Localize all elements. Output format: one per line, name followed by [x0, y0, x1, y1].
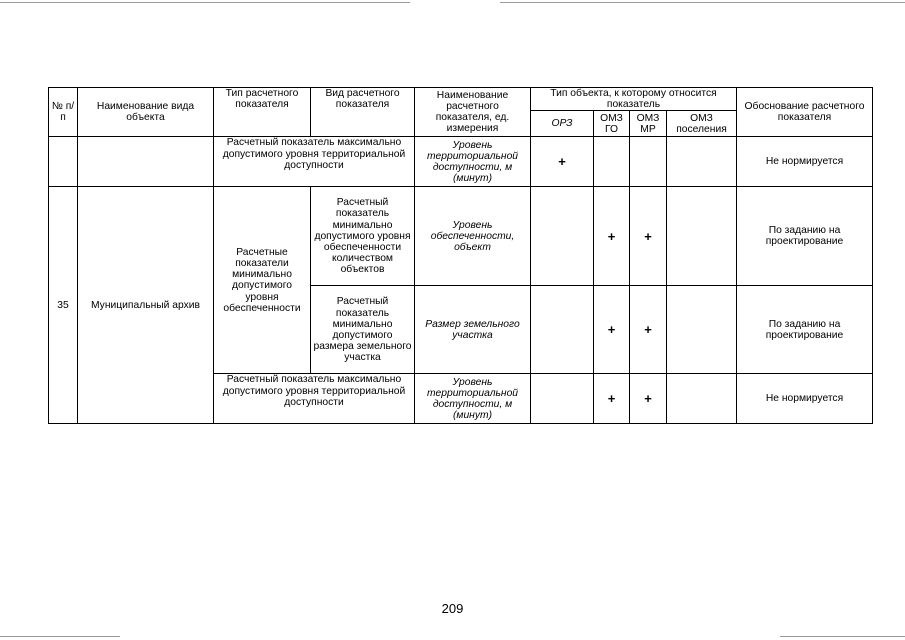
- cell-omz-go: +: [594, 374, 630, 424]
- cell-justification: По заданию на проектирование: [737, 187, 873, 286]
- cell-justification: Не нормируется: [737, 137, 873, 187]
- cell-orz: [531, 286, 594, 374]
- cell-omz-settlement: [667, 187, 737, 286]
- col-omz-mr-header: ОМЗ МР: [630, 111, 667, 137]
- table-row: [49, 187, 873, 286]
- cell-empty: [49, 137, 78, 187]
- scan-edge-bottom-left: [0, 636, 120, 637]
- table-row: [49, 137, 873, 187]
- cell-indicator-kind: Расчетный показатель минимально допустимого размера земельного участка: [311, 286, 415, 374]
- cell-indicator-name: Уровень обеспеченности, объект: [415, 187, 531, 286]
- cell-empty: [78, 137, 214, 187]
- cell-omz-go: +: [594, 286, 630, 374]
- col-justification-header: Обоснование расчетного показателя: [737, 88, 873, 137]
- scan-edge-top-right: [500, 2, 905, 3]
- cell-omz-mr: +: [630, 374, 667, 424]
- cell-item-number: 35: [49, 187, 78, 424]
- scan-edge-bottom-right: [780, 636, 905, 637]
- col-object-kind-header: Наименование вида объекта: [78, 88, 214, 137]
- scan-edge-top-left: [0, 2, 410, 3]
- col-num-header: № п/п: [49, 88, 78, 137]
- cell-omz-settlement: [667, 137, 737, 187]
- cell-omz-mr: +: [630, 187, 667, 286]
- cell-indicator-name: Размер земельного участка: [415, 286, 531, 374]
- col-omz-settlement-header: ОМЗ поселения: [667, 111, 737, 137]
- cell-indicator-type: Расчетные показатели минимально допустимого уровня обеспеченности: [214, 187, 311, 374]
- cell-indicator-name: Уровень территориальной доступности, м (минут): [415, 374, 531, 424]
- cell-omz-go: +: [594, 187, 630, 286]
- cell-orz: [531, 187, 594, 286]
- cell-orz: [531, 374, 594, 424]
- cell-omz-mr: +: [630, 286, 667, 374]
- header-row: [49, 88, 873, 111]
- page-number: 209: [441, 601, 464, 616]
- cell-omz-go: [594, 137, 630, 187]
- col-orz-header: ОРЗ: [531, 111, 594, 137]
- col-indicator-type-header: Тип расчетного показателя: [214, 88, 311, 137]
- col-omz-go-header: ОМЗ ГО: [594, 111, 630, 137]
- cell-justification: Не нормируется: [737, 374, 873, 424]
- col-indicator-name-header: Наименование расчетного показателя, ед. измерения: [415, 88, 531, 137]
- cell-omz-settlement: [667, 286, 737, 374]
- col-object-type-header: Тип объекта, к которому относится показатель: [531, 88, 737, 111]
- cell-object-kind: Муниципальный архив: [78, 187, 214, 424]
- cell-justification: По заданию на проектирование: [737, 286, 873, 374]
- cell-omz-mr: [630, 137, 667, 187]
- cell-indicator-name: Уровень территориальной доступности, м (минут): [415, 137, 531, 187]
- cell-omz-settlement: [667, 374, 737, 424]
- cell-indicator-kind: Расчетный показатель минимально допустимого уровня обеспеченности количеством объектов: [311, 187, 415, 286]
- regulation-table: [48, 87, 873, 424]
- col-indicator-kind-header: Вид расчетного показателя: [311, 88, 415, 137]
- cell-orz: +: [531, 137, 594, 187]
- cell-indicator-type: Расчетный показатель максимально допустимого уровня территориальной доступности: [214, 137, 415, 187]
- cell-indicator-type: Расчетный показатель максимально допустимого уровня территориальной доступности: [214, 374, 415, 424]
